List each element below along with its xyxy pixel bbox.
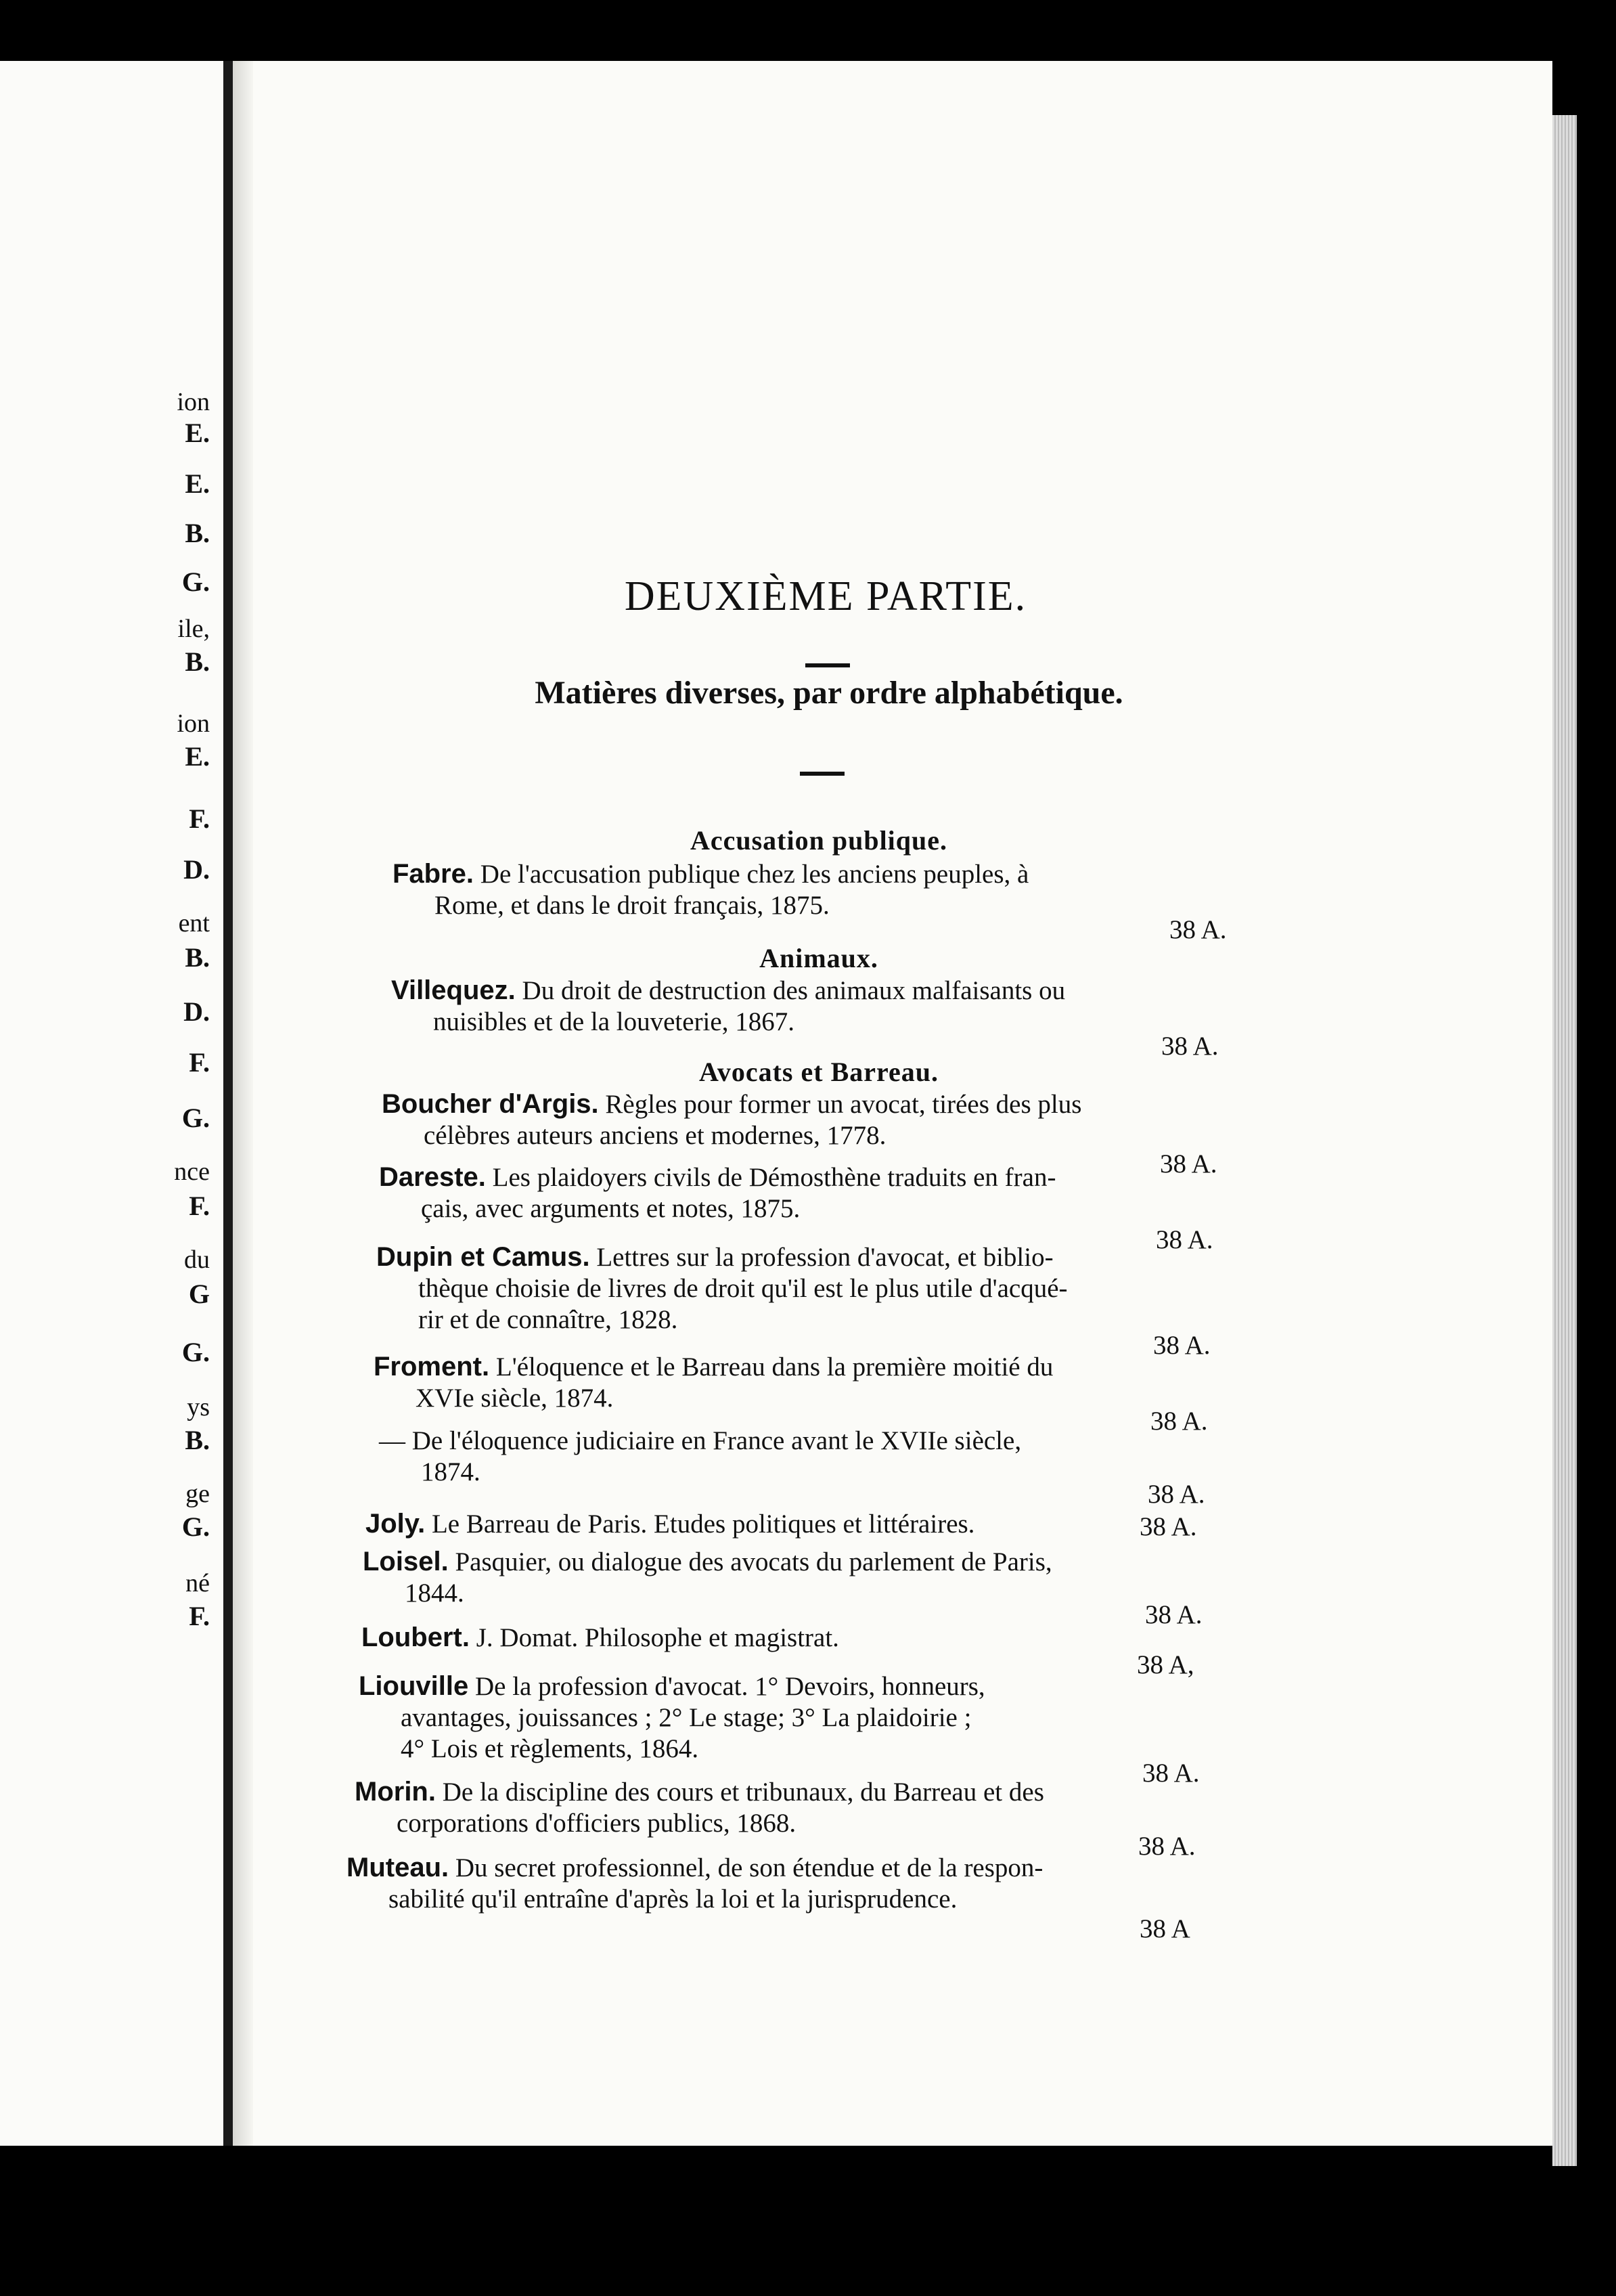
entry-author: Dupin et Camus. xyxy=(376,1242,590,1272)
left-page-fragment: né xyxy=(185,1569,210,1597)
left-page-fragment: ion xyxy=(177,709,210,738)
entry-text-cont: rir et de connaître, 1828. xyxy=(418,1305,678,1334)
left-page-fragment: G. xyxy=(181,567,210,597)
entry-ref: 38 A. xyxy=(1160,1149,1217,1178)
entry-text-cont: thèque choisie de livres de droit qu'il est le plus utile d'acqué- xyxy=(418,1274,1068,1303)
entry-text: De l'éloquence judiciaire en France avant le XVIIe siècle, xyxy=(411,1426,1022,1455)
entry-text-cont: XVIe siècle, 1874. xyxy=(416,1384,614,1413)
left-page-fragment: E. xyxy=(185,418,210,448)
entry-author: Loisel. xyxy=(363,1547,449,1576)
entry-muteau xyxy=(346,1852,1219,1915)
section-heading-animaux: Animaux. xyxy=(759,943,878,973)
entry-dash: — xyxy=(379,1426,405,1455)
entry-text: De la discipline des cours et tribunaux, du Barreau et des xyxy=(442,1778,1044,1807)
section-heading-avocats: Avocats et Barreau. xyxy=(698,1057,939,1087)
entry-author: Boucher d'Argis. xyxy=(382,1089,599,1119)
entry-boucher-dargis xyxy=(382,1088,1236,1151)
left-page-fragment: G. xyxy=(181,1511,210,1542)
entry-ref: 38 A. xyxy=(1145,1600,1203,1629)
entry-text: Les plaidoyers civils de Démosthène traduits en fran- xyxy=(492,1163,1056,1192)
entry-loubert xyxy=(361,1622,1241,1654)
entry-text-cont: avantages, jouissances ; 2° Le stage; 3° La plaidoirie ; xyxy=(401,1703,972,1732)
left-page-fragment: F. xyxy=(189,1601,210,1631)
left-page-fragment: F. xyxy=(189,1047,210,1078)
entry-villequez xyxy=(391,975,1238,1038)
left-page-fragment: E. xyxy=(185,468,210,499)
entry-author: Froment. xyxy=(374,1352,490,1382)
page-gutter xyxy=(233,61,253,2146)
left-page-fragment: G xyxy=(188,1279,210,1309)
entry-text-cont: 1844. xyxy=(405,1578,464,1608)
section-heading-accusation: Accusation publique. xyxy=(690,825,948,856)
entry-ref: 38 A xyxy=(1140,1914,1190,1943)
page-edge xyxy=(1552,115,1577,2166)
left-page-fragment: B. xyxy=(185,942,210,973)
entry-liouville xyxy=(359,1671,1221,1765)
entry-dupin-camus xyxy=(376,1241,1230,1335)
entry-ref: 38 A. xyxy=(1138,1832,1196,1861)
entry-froment xyxy=(374,1351,1228,1414)
entry-loisel xyxy=(363,1546,1222,1609)
left-page-fragment: ile, xyxy=(177,615,210,643)
separator-dash xyxy=(805,663,850,667)
left-page-fragment: G. xyxy=(181,1103,210,1133)
entry-author: Villequez. xyxy=(391,975,516,1005)
entry-ref: 38 A. xyxy=(1142,1759,1200,1788)
left-page-fragment: nce xyxy=(174,1157,210,1186)
entry-joly xyxy=(365,1508,1225,1540)
entry-text-cont: nuisibles et de la louveterie, 1867. xyxy=(433,1007,794,1036)
entry-text-cont: çais, avec arguments et notes, 1875. xyxy=(421,1194,801,1223)
entry-text-cont: sabilité qu'il entraîne d'après la loi et la jurisprudence. xyxy=(388,1884,958,1914)
left-page-fragment: B. xyxy=(185,1425,210,1455)
page-subtitle: Matières diverses, par ordre alphabétique. xyxy=(535,675,1123,711)
left-page-fragment: D. xyxy=(183,996,210,1027)
left-page-fragment: F. xyxy=(189,803,210,834)
entry-text: Du secret professionnel, de son étendue et de la respon- xyxy=(455,1853,1043,1882)
entry-ref: 38 A, xyxy=(1137,1650,1194,1679)
entry-text-cont: 1874. xyxy=(421,1457,480,1486)
entry-text: De la profession d'avocat. 1° Devoirs, honneurs, xyxy=(475,1672,985,1701)
left-page-fragment: B. xyxy=(185,518,210,548)
left-page-fragment: B. xyxy=(185,646,210,677)
entry-morin xyxy=(355,1776,1221,1839)
entry-author: Fabre. xyxy=(392,859,474,889)
entry-ref: 38 A. xyxy=(1169,915,1227,944)
page-title: DEUXIÈME PARTIE. xyxy=(624,573,1027,619)
entry-text: Règles pour former un avocat, tirées des plus xyxy=(605,1090,1082,1119)
left-page-fragment: D. xyxy=(183,854,210,885)
entry-author: Muteau. xyxy=(346,1853,449,1882)
left-page-fragment: E. xyxy=(185,741,210,772)
entry-text-cont: corporations d'officiers publics, 1868. xyxy=(397,1809,796,1838)
entry-ref: 38 A. xyxy=(1153,1331,1211,1360)
left-page-fragment: du xyxy=(184,1245,210,1274)
left-page-fragment: ge xyxy=(185,1480,210,1508)
entry-ref: 38 A. xyxy=(1161,1032,1219,1061)
entry-dareste xyxy=(379,1162,1233,1224)
left-page-fragment: ion xyxy=(177,388,210,416)
left-page xyxy=(0,61,223,2146)
entry-text-cont: célèbres auteurs anciens et modernes, 1778. xyxy=(424,1121,886,1150)
entry-author: Dareste. xyxy=(379,1162,486,1192)
entry-author: Liouville xyxy=(359,1671,469,1701)
book-spine xyxy=(223,61,233,2146)
left-page-fragment: F. xyxy=(189,1191,210,1221)
entry-text: Lettres sur la profession d'avocat, et biblio- xyxy=(596,1243,1054,1272)
entry-text-cont: Rome, et dans le droit français, 1875. xyxy=(434,891,830,920)
entry-author: Loubert. xyxy=(361,1622,470,1652)
left-page-fragment: ys xyxy=(187,1393,210,1421)
entry-text: J. Domat. Philosophe et magistrat. xyxy=(476,1623,839,1652)
entry-text: Du droit de destruction des animaux malfaisants ou xyxy=(522,976,1066,1005)
entry-ref: 38 A. xyxy=(1156,1225,1213,1254)
entry-froment-2 xyxy=(379,1426,1226,1488)
entry-fabre xyxy=(392,858,1238,921)
left-page-fragment: G. xyxy=(181,1337,210,1367)
entry-text: De l'accusation publique chez les anciens peuples, à xyxy=(480,860,1029,889)
entry-text: L'éloquence et le Barreau dans la première moitié du xyxy=(495,1352,1054,1382)
entry-text: Le Barreau de Paris. Etudes politiques et littéraires. xyxy=(431,1509,975,1539)
entry-ref: 38 A. xyxy=(1148,1480,1205,1509)
entry-text: Pasquier, ou dialogue des avocats du parlement de Paris, xyxy=(455,1547,1052,1576)
left-page-fragment: ent xyxy=(178,909,210,937)
entry-ref: 38 A. xyxy=(1140,1512,1197,1541)
entry-author: Morin. xyxy=(355,1777,436,1807)
entry-text-cont: 4° Lois et règlements, 1864. xyxy=(401,1734,699,1763)
separator-dash xyxy=(800,772,845,776)
entry-ref: 38 A. xyxy=(1150,1407,1208,1436)
entry-author: Joly. xyxy=(365,1509,426,1539)
